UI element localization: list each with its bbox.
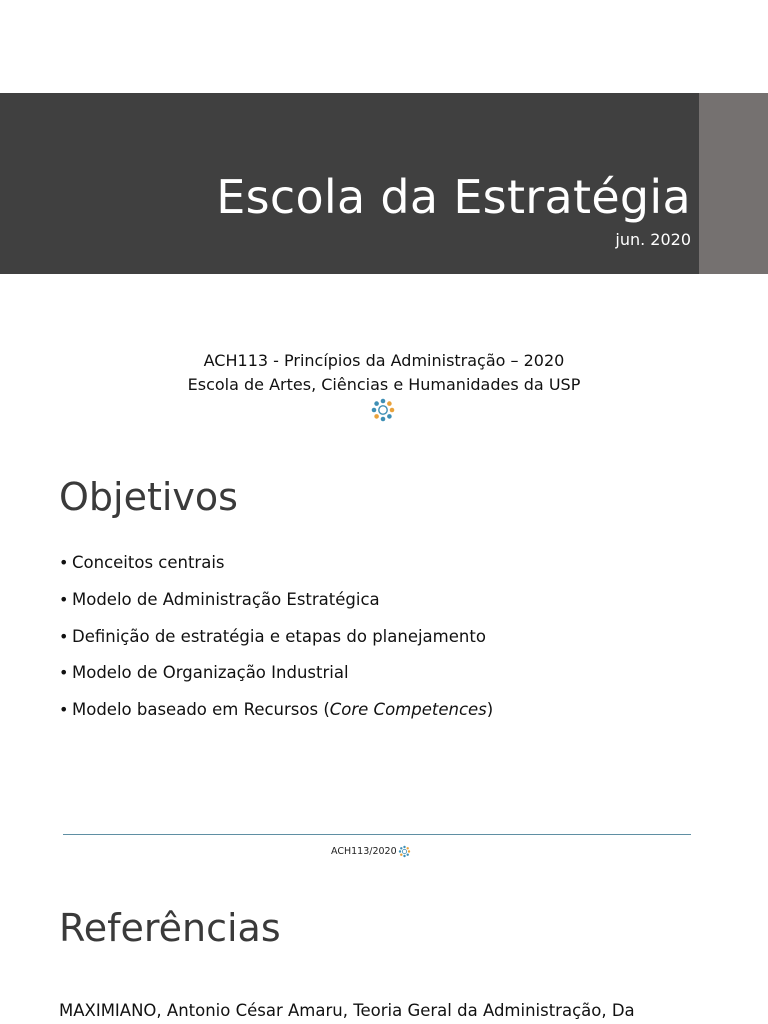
list-item (59, 663, 493, 700)
list-item-text: Modelo de Organização Industrial (72, 663, 349, 683)
list-item-text (72, 700, 493, 719)
slide-date: jun. 2020 (615, 230, 691, 249)
usp-each-logo-icon (370, 397, 396, 423)
objetivos-list (59, 553, 493, 737)
list-item-prefix: Modelo baseado em Recursos ( (72, 700, 330, 720)
bullet-icon: • (59, 589, 69, 609)
list-item (59, 590, 493, 627)
list-item-suffix: ) (486, 700, 494, 720)
list-item (59, 627, 493, 664)
list-item-text: Definição de estratégia e etapas do planejamento (72, 626, 486, 646)
usp-each-logo-icon (398, 845, 411, 858)
institution-name: Escola de Artes, Ciências e Humanidades da USP (187, 375, 581, 394)
list-item-text: Conceitos centrais (72, 553, 225, 572)
bullet-icon: • (59, 626, 69, 646)
list-item (59, 700, 493, 737)
bullet-icon: • (59, 553, 69, 572)
bullet-icon: • (59, 700, 69, 720)
list-item-text: Modelo de Administração Estratégica (72, 589, 380, 609)
referencias-heading: Referências (59, 906, 281, 950)
title-accent-bar (699, 93, 768, 274)
bullet-icon: • (59, 663, 69, 683)
slide-title: Escola da Estratégia (216, 170, 691, 224)
footer-divider (63, 834, 691, 835)
course-name: ACH113 - Princípios da Administração – 2020 (203, 351, 565, 370)
footer (331, 845, 411, 858)
list-item-emphasis: Core Competences (329, 700, 487, 720)
reference-entry: MAXIMIANO, Antonio César Amaru, Teoria Geral da Administração, Da (59, 1001, 635, 1020)
list-item (59, 553, 493, 590)
objetivos-heading: Objetivos (59, 475, 238, 519)
footer-label: ACH113/2020 (331, 846, 397, 857)
